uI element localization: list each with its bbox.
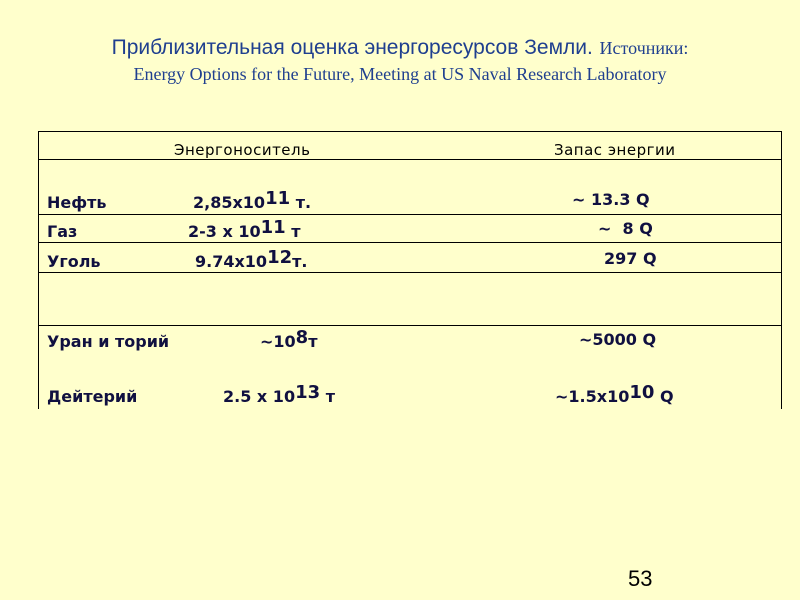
row-divider (38, 325, 782, 326)
row-gas-energy: ~ 8 Q (598, 219, 653, 238)
row-uranium-amount: $\sim 10^8т$ (260, 327, 318, 351)
row-coal-amount: $9.74x10^{12}т$. (195, 247, 308, 271)
row-divider (38, 272, 782, 273)
row-uranium-energy: ~5000 Q (579, 330, 657, 349)
header-energy-carrier: Энергоноситель (174, 141, 311, 159)
row-oil-energy: ~ 13.3 Q (572, 190, 650, 209)
energy-resources-table (38, 131, 782, 409)
row-coal-name: Уголь (47, 252, 101, 271)
row-divider (38, 242, 782, 243)
row-oil-amount: $2,85x10^{11}$ т. (193, 188, 312, 212)
row-gas-name: Газ (47, 222, 78, 241)
table-border-left (38, 131, 39, 409)
table-border-top (38, 131, 782, 132)
sources-text: Energy Options for the Future, Meeting at US Naval Research Laboratory (133, 64, 667, 84)
table-header-divider (38, 159, 782, 160)
sources-label: Источники: (599, 38, 689, 58)
row-gas-amount: 2-3 x $10^{11}$ т (188, 217, 301, 241)
row-deuterium-name: Дейтерий (47, 387, 138, 406)
table-border-right (781, 131, 782, 409)
row-coal-energy: 297 Q (604, 249, 657, 268)
row-deuterium-energy: $\sim 1.5x10^{10}$ Q (555, 382, 674, 406)
header-energy-reserve: Запас энергии (554, 141, 676, 159)
page-number: 53 (628, 566, 653, 591)
title-line-1 (0, 34, 800, 61)
row-deuterium-amount: 2.5 x $10^{13}$ т (223, 382, 335, 406)
row-uranium-name: Уран и торий (47, 332, 170, 351)
row-divider (38, 214, 782, 215)
slide-title (0, 34, 800, 87)
title-main: Приблизительная оценка энергоресурсов Земли. (111, 36, 593, 59)
row-oil-name: Нефть (47, 193, 107, 212)
